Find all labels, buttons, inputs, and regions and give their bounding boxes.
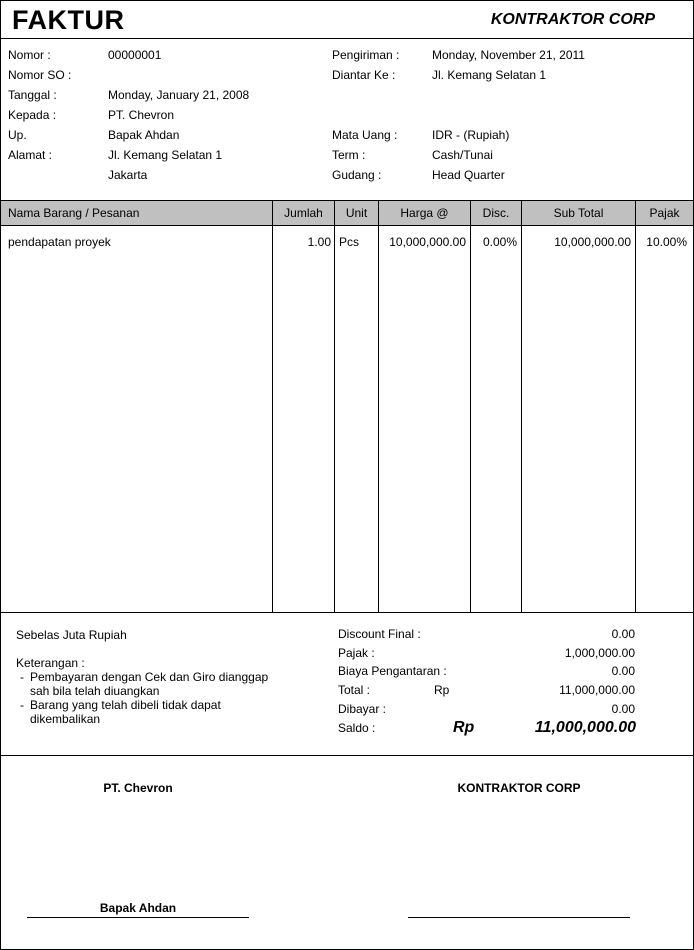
- up-label: Up.: [8, 128, 27, 142]
- nomor-so-label: Nomor SO :: [8, 68, 72, 82]
- note-text: sah bila telah diuangkan: [30, 684, 160, 698]
- total-value: 11,000,000.00: [559, 683, 635, 697]
- diantar-value: Jl. Kemang Selatan 1: [432, 68, 547, 82]
- paid-label: Dibayar :: [338, 702, 387, 716]
- mata-uang-value: IDR - (Rupiah): [432, 128, 510, 142]
- item-unit: Pcs: [339, 235, 360, 249]
- tanggal-label: Tanggal :: [8, 88, 57, 102]
- column-divider: [272, 226, 273, 612]
- column-divider: [521, 226, 522, 612]
- note-item: [16, 670, 296, 698]
- invoice-info: [1, 40, 693, 200]
- term-label: Term :: [332, 148, 366, 162]
- up-value: Bapak Ahdan: [108, 128, 180, 142]
- diantar-label: Diantar Ke :: [332, 68, 396, 82]
- kepada-label: Kepada :: [8, 108, 57, 122]
- supplier-company-name: KONTRAKTOR CORP: [457, 781, 581, 795]
- customer-company-name: PT. Chevron: [103, 781, 173, 795]
- pengiriman-value: Monday, November 21, 2011: [432, 48, 585, 62]
- column-header-jumlah: Jumlah: [284, 206, 323, 220]
- signature-section: [1, 757, 693, 949]
- total-currency: Rp: [434, 683, 450, 697]
- column-divider: [635, 226, 636, 612]
- discount-final-value: 0.00: [611, 627, 635, 641]
- alamat-line2: Jakarta: [108, 168, 148, 182]
- kepada-value: PT. Chevron: [108, 108, 175, 122]
- note-text: - Pembayaran dengan Cek dan Giro dianggap: [30, 670, 269, 684]
- column-divider: [470, 226, 471, 612]
- supplier-signature-line: [408, 917, 630, 918]
- total-label: Total :: [338, 683, 371, 697]
- balance-value: 11,000,000.00: [534, 719, 636, 736]
- customer-signature-line: [27, 917, 249, 918]
- invoice-header: [1, 1, 693, 39]
- notes-section: [16, 656, 296, 726]
- column-divider: [635, 201, 636, 225]
- items-table-body: [1, 226, 693, 613]
- note-item: [16, 698, 296, 726]
- company-name: KONTRAKTOR CORP: [490, 11, 655, 28]
- delivery-cost-value: 0.00: [611, 664, 635, 678]
- pengiriman-label: Pengiriman :: [332, 48, 400, 62]
- tanggal-value: Monday, January 21, 2008: [108, 88, 250, 102]
- paid-value: 0.00: [611, 702, 635, 716]
- note-text: - Barang yang telah dibeli tidak dapat: [30, 698, 221, 712]
- gudang-label: Gudang :: [332, 168, 382, 182]
- item-quantity: 1.00: [307, 235, 331, 249]
- notes-label: Keterangan :: [16, 656, 85, 670]
- balance-label: Saldo :: [338, 721, 376, 735]
- column-header-unit: Unit: [345, 206, 368, 220]
- items-table-header: [1, 200, 693, 226]
- column-divider: [334, 226, 335, 612]
- column-divider: [272, 201, 273, 225]
- tax-total-label: Pajak :: [338, 646, 375, 660]
- item-name: pendapatan proyek: [8, 235, 111, 249]
- nomor-label: Nomor :: [8, 48, 51, 62]
- nomor-value: 00000001: [108, 48, 162, 62]
- balance-currency: Rp: [453, 719, 475, 736]
- mata-uang-label: Mata Uang :: [332, 128, 398, 142]
- column-divider: [378, 201, 379, 225]
- document-title: FAKTUR: [12, 5, 125, 35]
- tax-total-value: 1,000,000.00: [564, 646, 635, 660]
- column-divider: [470, 201, 471, 225]
- item-subtotal: 10,000,000.00: [554, 235, 631, 249]
- column-header-disc: Disc.: [482, 206, 510, 220]
- term-value: Cash/Tunai: [432, 148, 493, 162]
- column-header-harga: Harga @: [400, 206, 449, 220]
- item-price: 10,000,000.00: [389, 235, 466, 249]
- delivery-cost-label: Biaya Pengantaran :: [338, 664, 447, 678]
- column-header-nama: Nama Barang / Pesanan: [8, 206, 140, 220]
- customer-signatory: Bapak Ahdan: [99, 901, 177, 915]
- item-tax: 10.00%: [646, 235, 687, 249]
- column-header-subtotal: Sub Total: [553, 206, 604, 220]
- alamat-line1: Jl. Kemang Selatan 1: [108, 148, 223, 162]
- column-divider: [521, 201, 522, 225]
- invoice-summary: [1, 613, 693, 756]
- column-divider: [378, 226, 379, 612]
- note-text: dikembalikan: [30, 712, 101, 726]
- column-divider: [334, 201, 335, 225]
- item-discount: 0.00%: [482, 235, 517, 249]
- column-header-pajak: Pajak: [649, 206, 680, 220]
- gudang-value: Head Quarter: [432, 168, 505, 182]
- amount-in-words: Sebelas Juta Rupiah: [16, 628, 127, 642]
- alamat-label: Alamat :: [8, 148, 53, 162]
- discount-final-label: Discount Final :: [338, 627, 421, 641]
